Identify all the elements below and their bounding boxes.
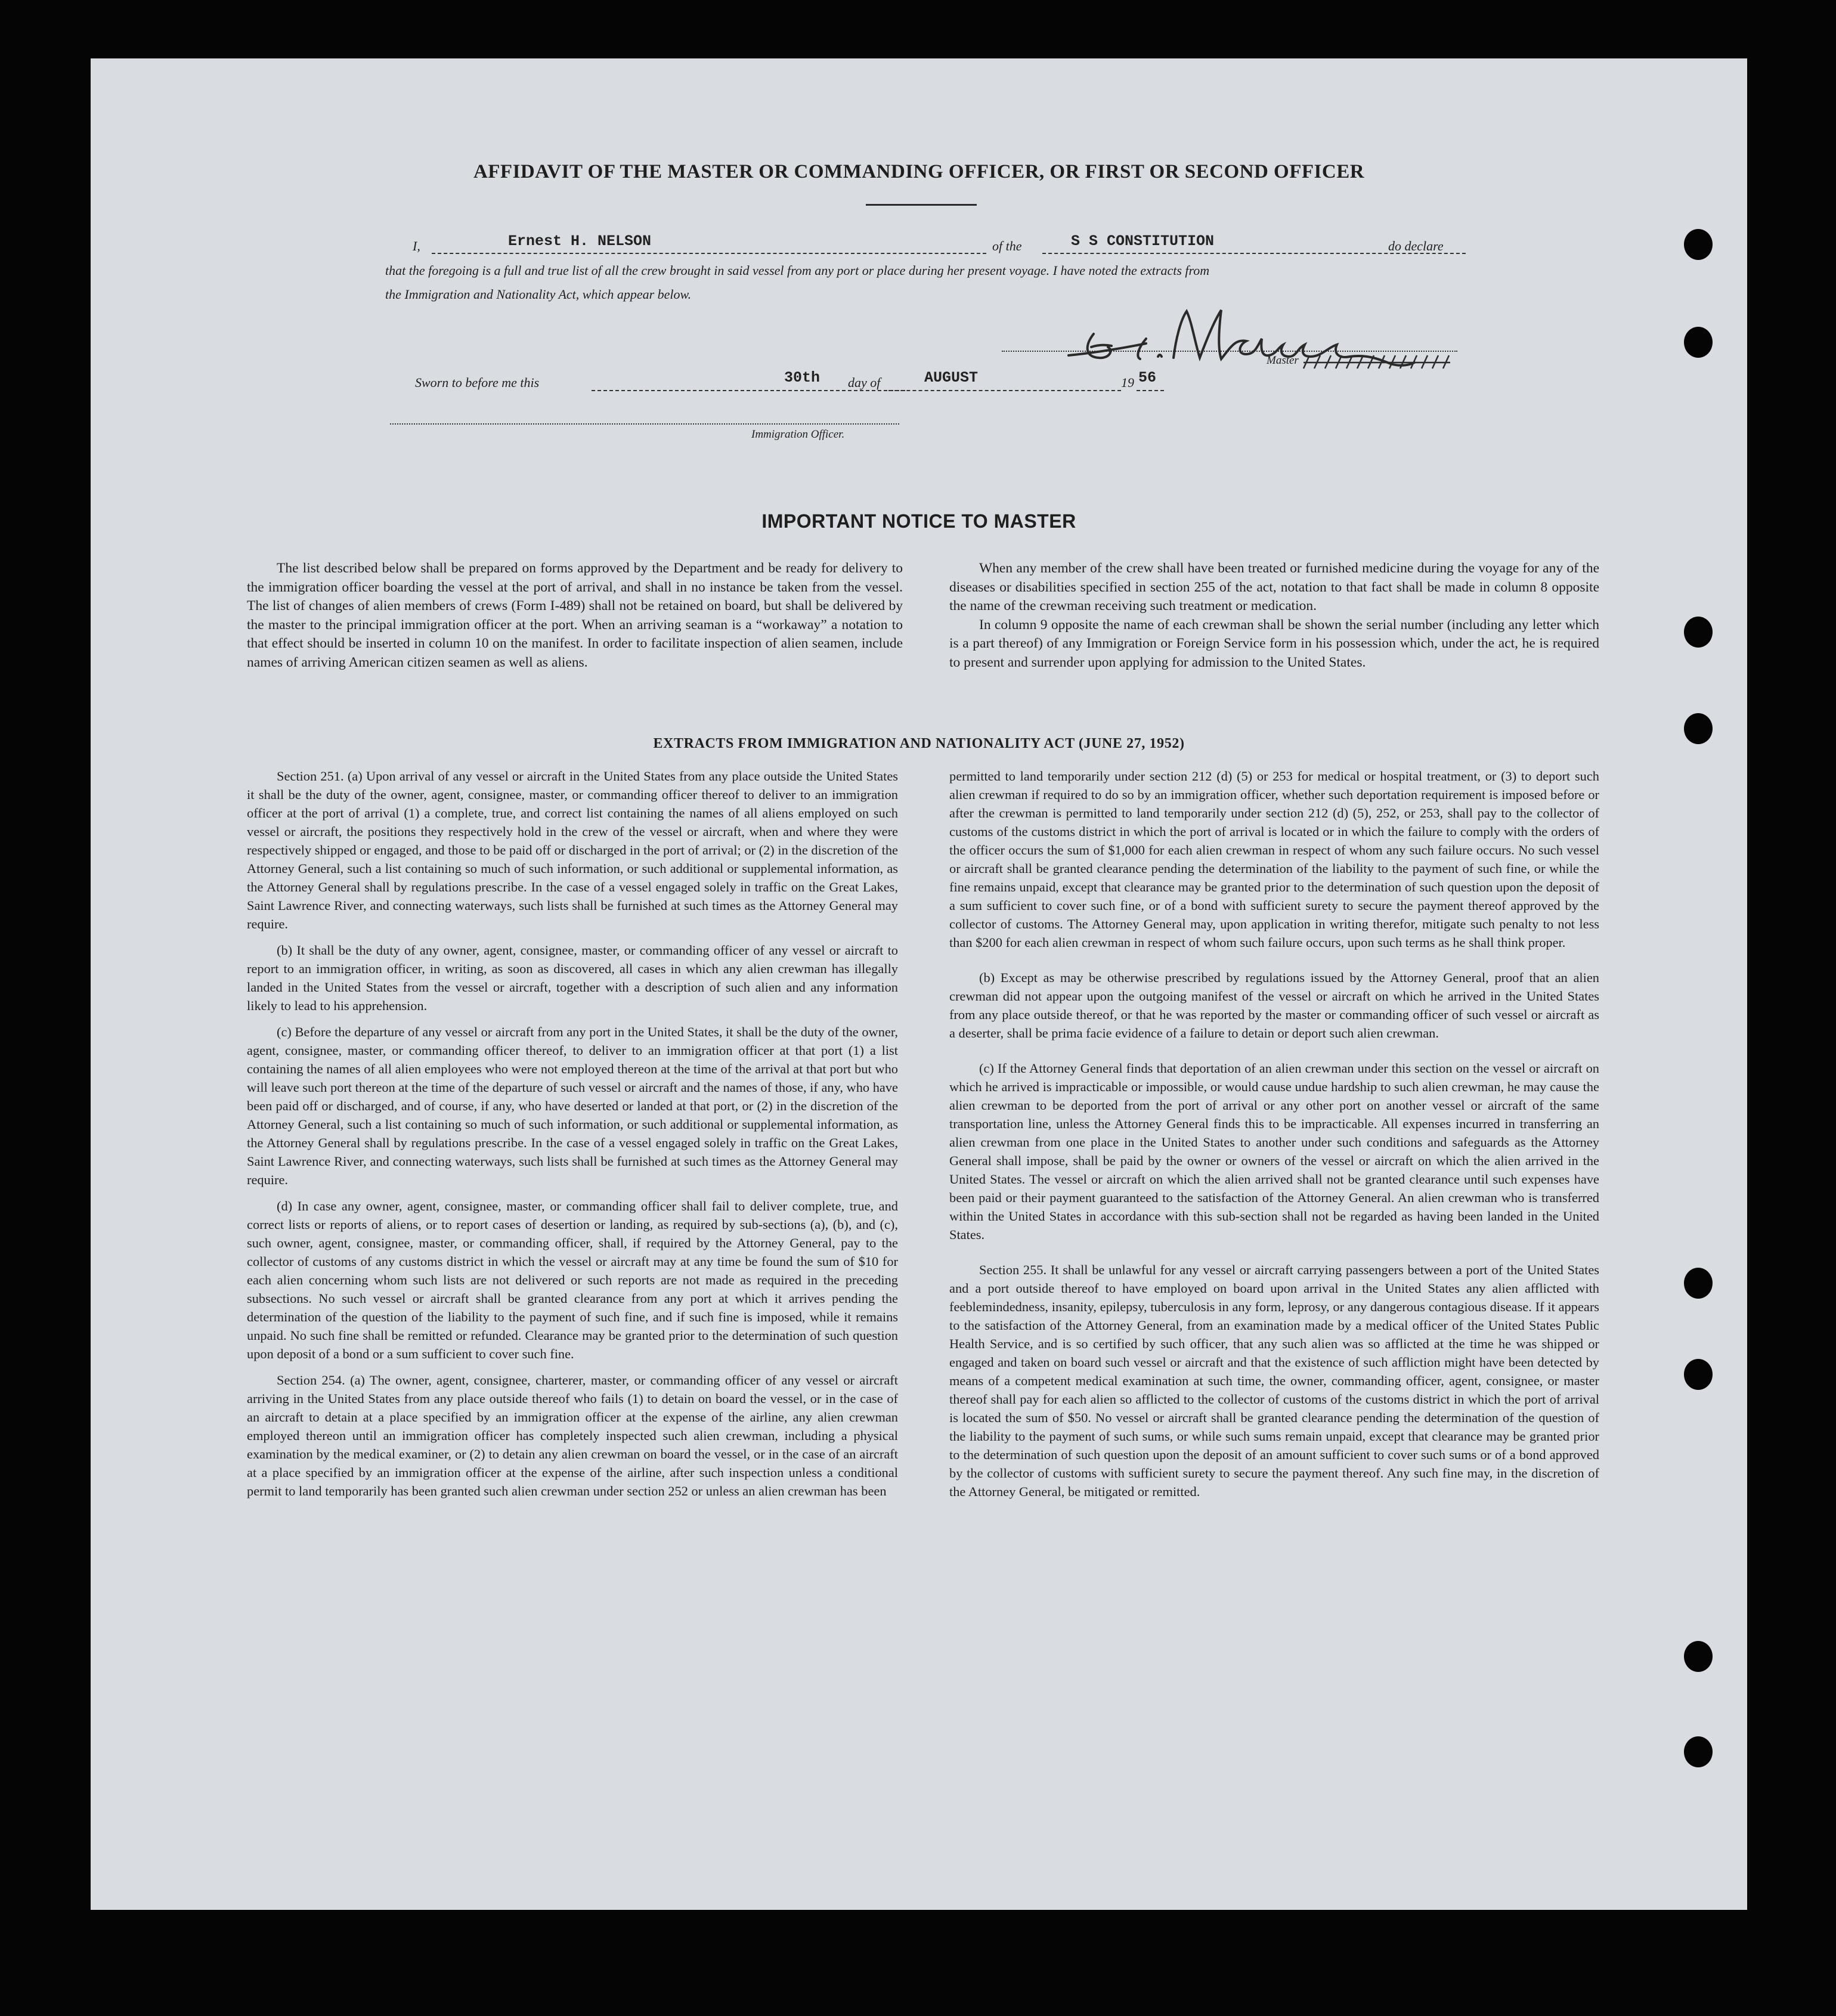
do-declare-label: do declare — [1388, 239, 1444, 253]
affidavit-line-3: the Immigration and Nationality Act, which appear below. — [385, 287, 692, 302]
month-line — [888, 390, 1121, 391]
officer-name-line — [432, 253, 986, 254]
year-line — [1137, 390, 1164, 391]
immigration-officer-label: Immigration Officer. — [751, 428, 845, 441]
affidavit-title: AFFIDAVIT OF THE MASTER OR COMMANDING OFFICER, OR FIRST OR SECOND OFFICER — [473, 161, 1365, 182]
document-page — [91, 58, 1747, 1910]
notice-right-paragraph-2: In column 9 opposite the name of each crewman shall be shown the serial number (including any letter which is a part thereof) of any Immigration or Foreign Service form in his possession which, under the act, he is required to present and surrender upon applying for admission to the United States. — [949, 617, 1599, 670]
title-underline — [866, 204, 977, 206]
notice-right-paragraph-1: When any member of the crew shall have been treated or furnished medicine during the voyage for any of the diseases or disabilities specified in section 255 of the act, notation to that fact shall be made in column 8 opposite the name of the crewman receiving such treatment or medication. — [949, 560, 1599, 614]
notice-left-column — [247, 559, 903, 672]
day-value: 30th — [784, 369, 821, 386]
month-value: AUGUST — [924, 369, 979, 386]
section-254-a-continued: permitted to land temporarily under section 212 (d) (5) or 253 for medical or hospital treatment, or (3) to deport such alien crewman if required to do so by an immigration officer, whether such deportation requirement is imposed before or after the crewman is permitted to land temporarily under section 212 (d) (5), 252, or 253, shall pay to the collector of customs of the customs district in which the port of arrival is located or in which the failure to comply with the orders of the officer occurs the sum of $1,000 for each alien crewman in respect of whom any such failure occurs. No such vessel or aircraft shall be granted clearance pending the determination of the liability to the payment of such fine, or while the fine remains unpaid, except that clearance may be granted prior to the determination of such question upon the deposit of a sum sufficient to cover such fine, or of a bond with sufficient surety to secure the payment thereof approved by the collector of customs. The Attorney General may, upon application in writing therefor, mitigate such penalty to not less than $200 for each alien crewman in respect of whom such failure occurs, upon such terms as he shall think proper. — [949, 769, 1599, 950]
notice-right-column — [949, 559, 1599, 672]
vessel-name: S S CONSTITUTION — [1071, 233, 1215, 250]
punch-hole — [1684, 229, 1713, 260]
prefix-i: I, — [413, 239, 420, 253]
extracts-heading: EXTRACTS FROM IMMIGRATION AND NATIONALITY ACT (JUNE 27, 1952) — [653, 736, 1185, 751]
extracts-left-column — [247, 767, 898, 1508]
immigration-officer-line — [390, 423, 899, 425]
punch-hole — [1684, 1641, 1713, 1672]
notice-heading: IMPORTANT NOTICE TO MASTER — [761, 510, 1076, 532]
sworn-prefix: Sworn to before me this — [415, 375, 540, 390]
section-254-c: (c) If the Attorney General finds that deportation of an alien crewman under this section on the vessel or aircraft on which he arrived is impracticable or impossible, or would cause undue hardship to such alien crewman, he may cause the alien crewman to be deported from the port of arrival or any other port on another vessel or aircraft of the same transportation line, unless the Attorney General finds this to be impracticable. All expenses incurred in transferring an alien crewman from one place in the United States to another under such conditions and safeguards as the Attorney General shall impose, shall be paid by the owner or owners of the vessel or aircraft on which the alien arrived in the United States. The vessel or aircraft on which the alien arrived shall not be granted clearance until such expenses have been paid or their payment guaranteed to the satisfaction of the Attorney General. An alien crewman who is transferred within the United States in accordance with this sub-section shall not be regarded as having been landed in the United States. — [949, 1061, 1599, 1242]
section-251-c: (c) Before the departure of any vessel or aircraft from any port in the United States, it shall be the duty of the owner, agent, consignee, master, or commanding officer thereof, to deliver to an immigration officer at that port (1) a list containing the names of all alien employees who were not employed thereon at the time of the arrival at that port but who will leave such port thereon at the time of the departure of such vessel or aircraft and the names of those, if any, who have been paid off or discharged, and of course, if any, who have deserted or landed at that port, or (2) in the discretion of the Attorney General, such a list containing so much of such information, or such additional or supplemental information, as the Attorney General shall by regulations prescribe. In the case of a vessel engaged solely in traffic on the Great Lakes, Saint Lawrence River, and connecting waterways, such lists shall be furnished at such times as the Attorney General may require. — [247, 1024, 898, 1187]
punch-hole — [1684, 327, 1713, 358]
section-251-b: (b) It shall be the duty of any owner, agent, consignee, master, or commanding officer of any vessel or aircraft to report to an immigration officer, in writing, as soon as discovered, all cases in which any alien crewman has illegally landed in the United States from the vessel or aircraft, together with a description of such alien and any information likely to lead to his apprehension. — [247, 943, 898, 1013]
section-254-a: Section 254. (a) The owner, agent, consignee, charterer, master, or commanding officer of any vessel or aircraft arriving in the United States from any place outside thereof who fails (1) to detain on board the vessel, or in the case of an aircraft to detain at a place specified by an immigration officer at the expense of the airline, any alien crewman employed thereon until an immigration officer has completely inspected such alien crewman, including a physical examination by the medical examiner, or (2) to detain any alien crewman on board the vessel, or in the case of an aircraft at a place specified by an immigration officer at the expense of the airline, after such inspection unless a conditional permit to land temporarily has been granted such alien crewman under section 252 or unless an alien crewman has been — [247, 1373, 898, 1498]
year-prefix: 19 — [1121, 375, 1134, 390]
extracts-right-column — [949, 767, 1599, 1509]
punch-hole — [1684, 1736, 1713, 1767]
affidavit-line-2: that the foregoing is a full and true list of all the crew brought in said vessel from any port or place during her present voyage. I have noted the extracts from — [385, 263, 1210, 278]
section-251-a: Section 251. (a) Upon arrival of any vessel or aircraft in the United States from any place outside the United States it shall be the duty of the owner, agent, consignee, master, or commanding officer thereof to deliver to an immigration officer at the port of arrival (1) a complete, true, and correct list containing the names of all aliens employed on such vessel or aircraft, the positions they respectively hold in the crew of the vessel or aircraft, when and where they were respectively shipped or engaged, and those to be paid off or discharged in the port of arrival; or (2) in the discretion of the Attorney General, such a list containing so much of such information, or such additional or supplemental information, as the Attorney General shall by regulations prescribe. In the case of a vessel engaged solely in traffic on the Great Lakes, Saint Lawrence River, and connecting waterways, such lists shall be furnished at such times as the Attorney General may require. — [247, 769, 898, 931]
year-value: 56 — [1138, 369, 1157, 386]
punch-hole — [1684, 1359, 1713, 1390]
punch-hole — [1684, 1268, 1713, 1299]
section-255: Section 255. It shall be unlawful for any vessel or aircraft carrying passengers between a port of the United States and a port outside thereof to have employed on board upon arrival in the United States any alien afflicted with feeblemindedness, insanity, epilepsy, tuberculosis in any form, leprosy, or any dangerous contagious disease. If it appears to the satisfaction of the Attorney General, from an examination made by a medical officer of the United States Public Health Service, and is so certified by such officer, that any such alien was so afflicted at the time he was shipped or engaged and taken on board such vessel or aircraft and that the existence of such affliction might have been detected by means of a competent medical examination at such time, the owner, commanding officer, agent, consignee, or master thereof shall pay for each alien so afflicted to the collector of customs of the customs district in which the port of arrival is located the sum of $50. No vessel or aircraft shall be granted clearance pending the determination of the question of the liability to the payment of such sums, or while such sums remain unpaid, except that clearance may be granted prior to the determination of such question upon the deposit of an amount sufficient to cover such sums or of a bond approved by the collector of customs with sufficient surety to secure the payment thereof. Any such fine may, in the discretion of the Attorney General, be mitigated or remitted. — [949, 1262, 1599, 1499]
officer-name: Ernest H. NELSON — [508, 233, 652, 250]
struck-out-titles — [1301, 353, 1456, 371]
section-251-d: (d) In case any owner, agent, consignee, master, or commanding officer shall fail to deliver complete, true, and correct lists or reports of aliens, or to report cases of desertion or landing, as required by sub-sections (a), (b), and (c), such owner, agent, consignee, master, or commanding officer, shall, if required by the Attorney General, pay to the collector of customs of any customs district in which the vessel or aircraft may at any time be found the sum of $10 for each alien concerning whom such lists are not delivered or such reports are not made as required in the preceding subsections. No such vessel or aircraft shall be granted clearance from any port at which it arrives pending the determination of the question of the liability to the payment of such fine, and if such fine is imposed, while it remains unpaid. No such fine shall be remitted or refunded. Clearance may be granted prior to the determination of such question upon deposit of a bond or a sum sufficient to cover such fine. — [247, 1199, 898, 1361]
punch-hole — [1684, 617, 1713, 648]
of-the-label: of the — [992, 239, 1022, 253]
section-254-b: (b) Except as may be otherwise prescribed by regulations issued by the Attorney General, proof that an alien crewman did not appear upon the outgoing manifest of the vessel or aircraft on which he arrived in the United States from any place outside thereof, or that he was reported by the master or commanding officer of such vessel or aircraft as a deserter, shall be prima facie evidence of a failure to detain or deport such alien crewman. — [949, 970, 1599, 1040]
master-label: Master — [1267, 354, 1299, 367]
day-of-label: day of — [848, 375, 881, 390]
notice-left-paragraph: The list described below shall be prepared on forms approved by the Department and be ready for delivery to the immigration officer boarding the vessel at the port of arrival, and shall in no instance be taken from the vessel. The list of changes of alien members of crews (Form I-489) shall not be retained on board, but shall be delivered by the master to the principal immigration officer at the port. When an arriving seaman is a “workaway” a notation to that effect should be inserted in column 10 on the manifest. In order to facilitate inspection of alien seamen, include names of arriving American citizen seamen as well as aliens. — [247, 560, 903, 670]
